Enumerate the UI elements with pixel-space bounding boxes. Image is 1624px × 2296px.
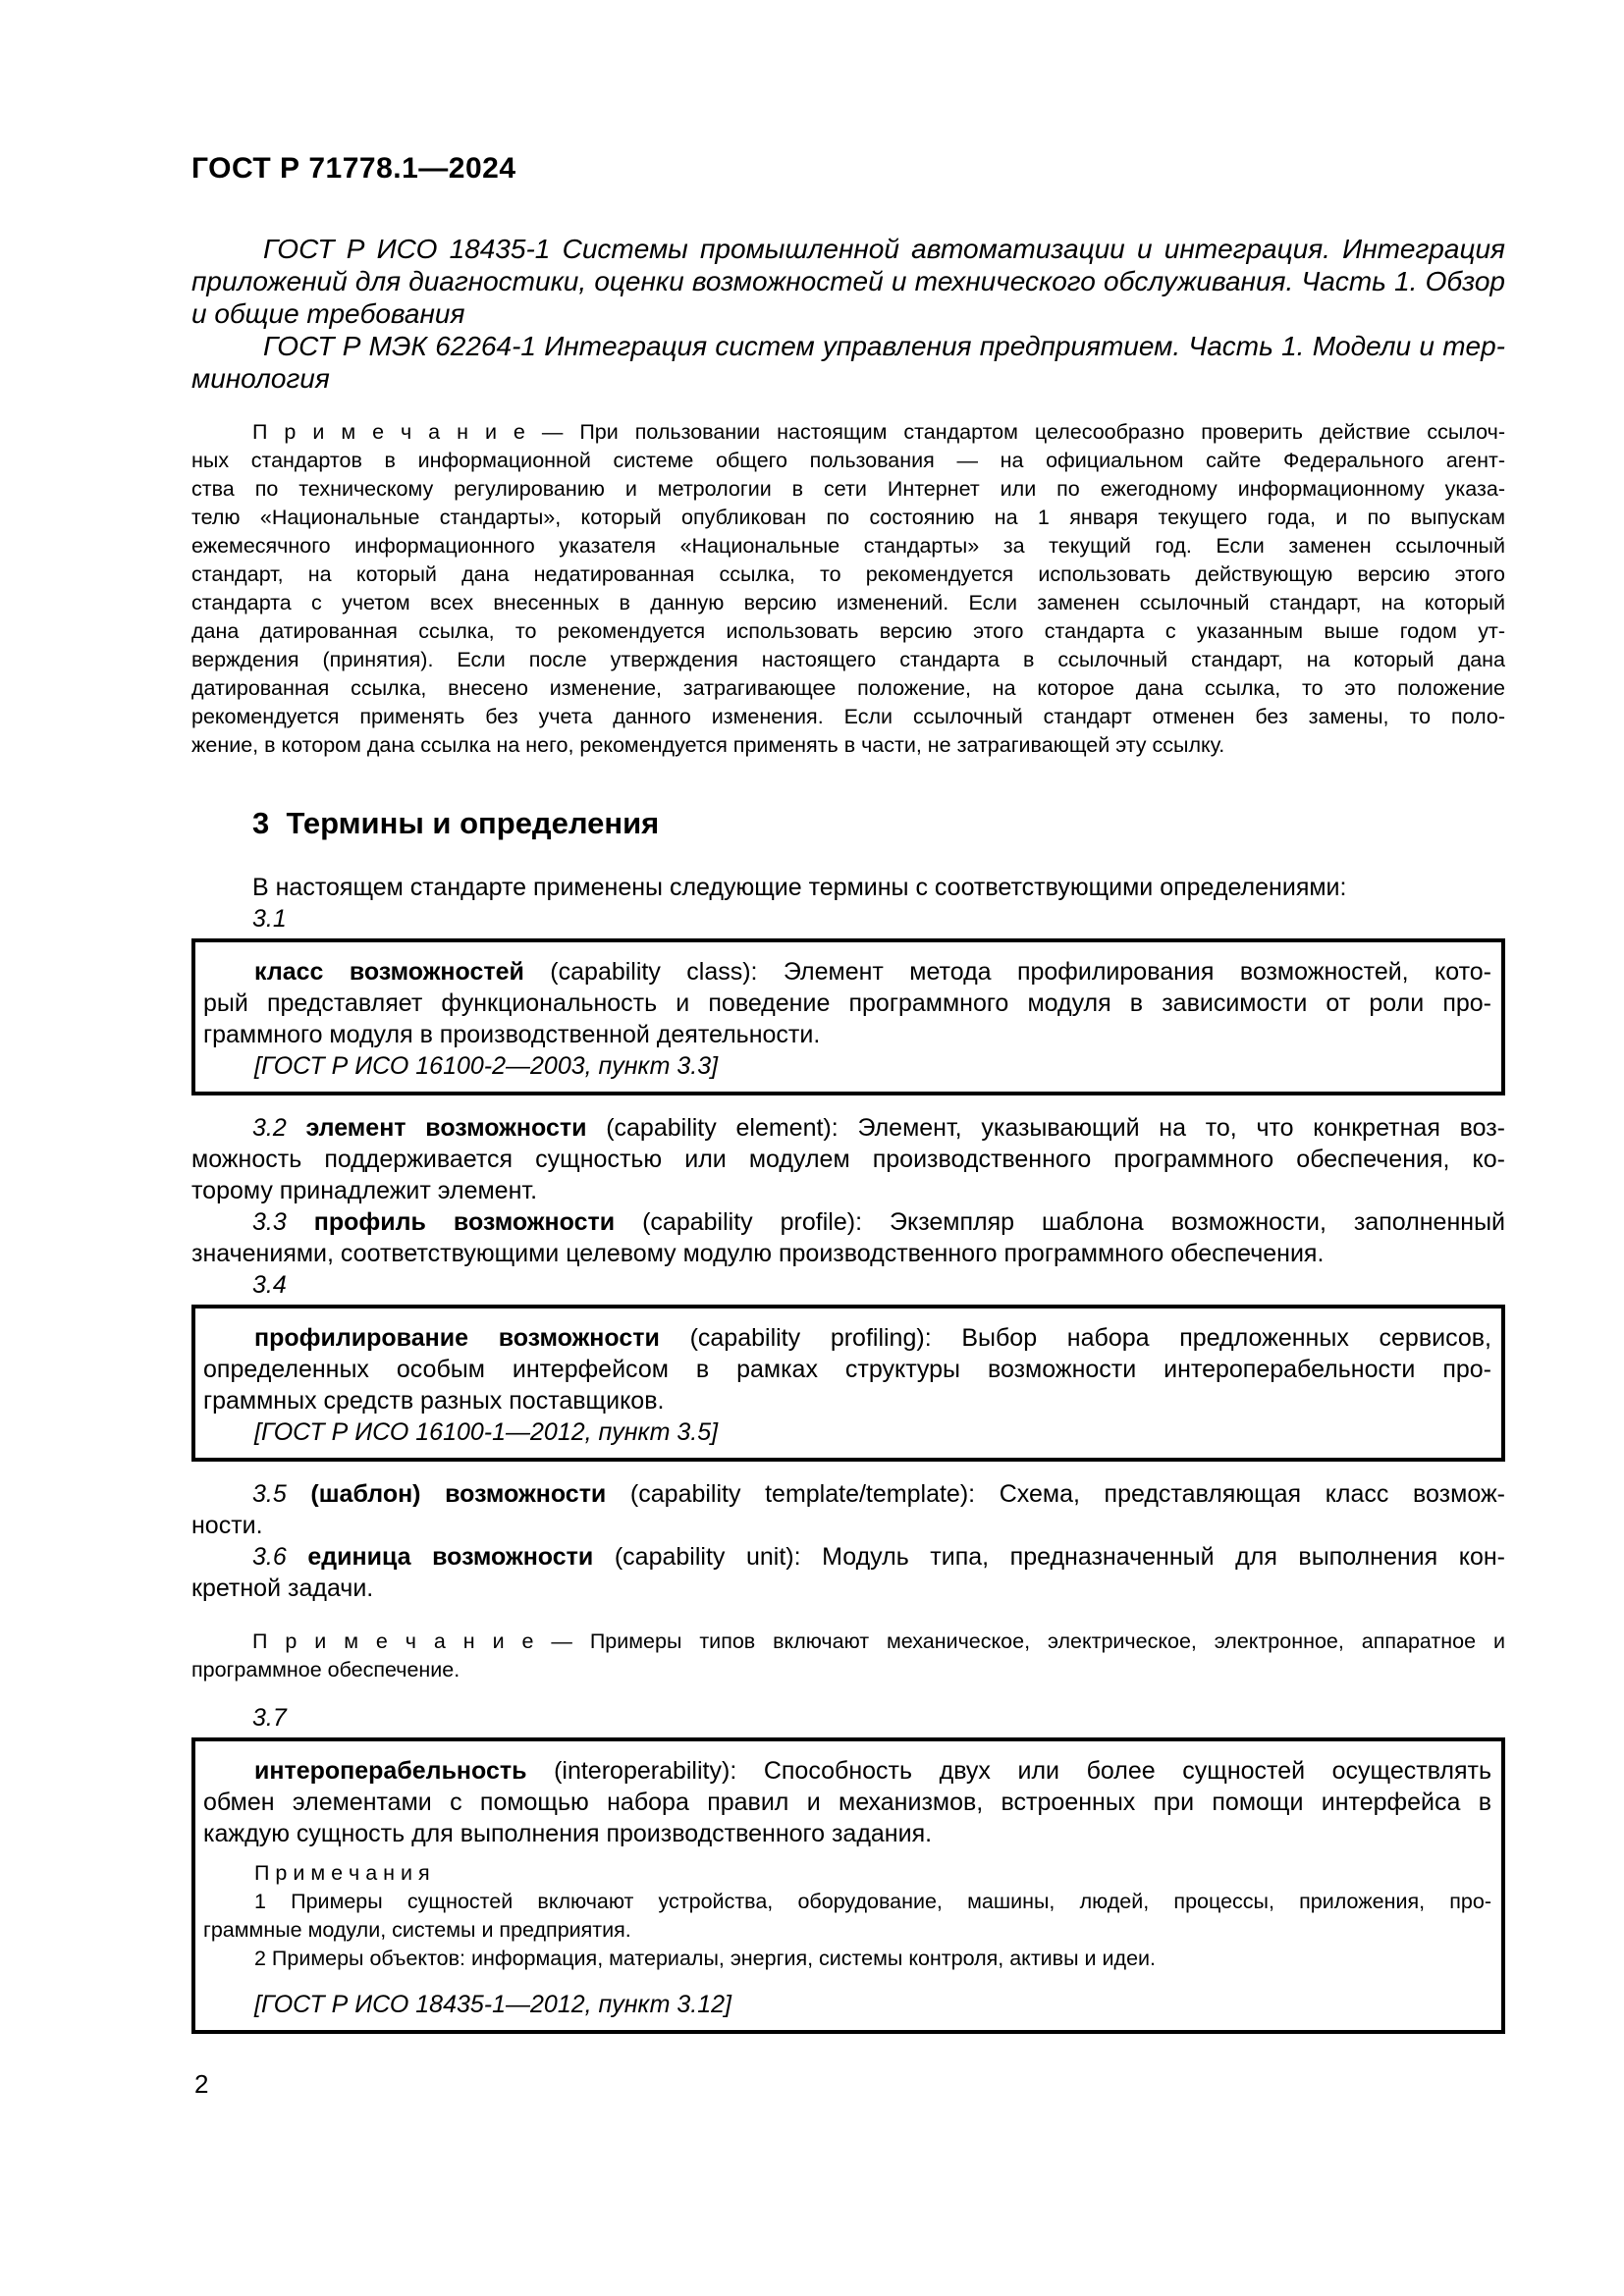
text-line: класс возможностей (capability class): Элемент метода профилирования возможностей, кото- — [254, 958, 1492, 986]
text-line: рый представляет функциональность и поведение программного модуля в зависимости от роли про- — [203, 989, 1491, 1017]
text-line: 1 Примеры сущностей включают устройства, оборудование, машины, людей, процессы, приложения, про- — [254, 1890, 1491, 1913]
term-definition-box-interoperability — [191, 1737, 1505, 2034]
reference-paragraph-iec-62264 — [191, 330, 1505, 395]
text-line: 2 Примеры объектов: информация, материалы, энергия, системы контроля, активы и идеи. — [254, 1947, 1157, 1970]
terms-intro-paragraph — [191, 872, 1505, 903]
text-line: П р и м е ч а н и е — При пользовании настоящим стандартом целесообразно проверить действие ссылоч- — [252, 420, 1505, 444]
text-line: интероперабельность (interoperability): Способность двух или более сущностей осуществлять — [254, 1757, 1491, 1785]
note-unit-types — [191, 1628, 1505, 1684]
term-paragraph-3-6 — [191, 1541, 1505, 1604]
text-line: ности. — [191, 1512, 263, 1539]
term-definition-box-capability-class — [191, 938, 1505, 1095]
text-line: 3.2 элемент возможности (capability element): Элемент, указывающий на то, что конкретная воз- — [252, 1114, 1506, 1142]
text-line: [ГОСТ Р ИСО 16100-2—2003, пункт 3.3] — [254, 1052, 719, 1080]
text-line: приложений для диагностики, оценки возможностей и технического обслуживания. Часть 1. Обзор — [191, 266, 1505, 296]
text-line: ства по техническому регулированию и метрологии в сети Интернет или по ежегодному информационному указа- — [191, 477, 1505, 501]
document-content — [191, 152, 1505, 2051]
text-line: 3.5 (шаблон) возможности (capability template/template): Схема, представляющая класс возмож- — [252, 1480, 1505, 1508]
text-line: обмен элементами с помощью набора правил и механизмов, встроенных при помощи интерфейса в — [203, 1789, 1491, 1816]
text-line: каждую сущность для выполнения производственного задания. — [203, 1820, 933, 1847]
text-line: 3.3 профиль возможности (capability profile): Экземпляр шаблона возможности, заполненный — [252, 1208, 1505, 1236]
text-line: ежемесячного информационного указателя «Национальные стандарты» за текущий год. Если заменен ссылочный — [191, 534, 1505, 558]
text-line: П р и м е ч а н и я — [254, 1861, 430, 1885]
page-number: 2 — [194, 2069, 209, 2099]
text-line: торому принадлежит элемент. — [191, 1177, 538, 1204]
text-line: ГОСТ Р МЭК 62264-1 Интеграция систем управления предприятием. Часть 1. Модели и тер- — [263, 331, 1505, 361]
text-line: программное обеспечение. — [191, 1658, 460, 1682]
document-body — [191, 233, 1505, 2034]
term-paragraph-3-2 — [191, 1112, 1505, 1206]
text-line: ГОСТ Р ИСО 18435-1 Системы промышленной автоматизации и интеграция. Интеграция — [263, 234, 1505, 264]
text-line: телю «Национальные стандарты», который опубликован по состоянию на 1 января текущего года, и по выпускам — [191, 506, 1505, 529]
text-line: стандарт, на который дана недатированная ссылка, то рекомендуется использовать действующую версию этого — [191, 562, 1505, 586]
text-line: и общие требования — [191, 298, 465, 329]
text-line: минология — [191, 363, 330, 394]
text-line: граммных средств разных поставщиков. — [203, 1387, 665, 1415]
text-line: определенных особым интерфейсом в рамках структуры возможности интероперабельности про- — [203, 1356, 1491, 1383]
text-line: кретной задачи. — [191, 1575, 374, 1602]
text-line: профилирование возможности (capability profiling): Выбор набора предложенных сервисов, — [254, 1324, 1491, 1352]
text-line: рекомендуется применять без учета данного изменения. Если ссылочный стандарт отменен без замены, то поло- — [191, 705, 1505, 728]
text-line: верждения (принятия). Если после утверждения настоящего стандарта в ссылочный стандарт, на который дана — [191, 648, 1505, 671]
text-line: дана датированная ссылка, то рекомендуется использовать версию этого стандарта с указанным выше годом ут- — [191, 619, 1505, 643]
text-line: можность поддерживается сущностью или модулем производственного программного обеспечения, ко- — [191, 1146, 1505, 1173]
text-line: ных стандартов в информационной системе общего пользования — на официальном сайте Федерального агент- — [191, 449, 1505, 472]
text-line: граммные модули, системы и предприятия. — [203, 1918, 631, 1942]
note-referenced-standards — [191, 418, 1505, 760]
term-paragraph-3-3 — [191, 1206, 1505, 1269]
text-line: П р и м е ч а н и е — Примеры типов включают механическое, электрическое, электронное, аппаратное и — [252, 1629, 1505, 1653]
reference-paragraph-iso-18435 — [191, 233, 1505, 330]
text-line: датированная ссылка, внесено изменение, затрагивающее положение, на которое дана ссылка, то это положение — [191, 676, 1505, 700]
term-definition-box-capability-profiling — [191, 1305, 1505, 1462]
term-number-3-7: 3.7 — [252, 1704, 287, 1732]
term-number-3-4: 3.4 — [252, 1271, 287, 1299]
text-line: 3.6 единица возможности (capability unit): Модуль типа, предназначенный для выполнения кон- — [252, 1543, 1505, 1571]
text-line: [ГОСТ Р ИСО 16100-1—2012, пункт 3.5] — [254, 1418, 719, 1446]
text-line: стандарта с учетом всех внесенных в данную версию изменений. Если заменен ссылочный стандарт, на который — [191, 591, 1505, 614]
document-code-header: ГОСТ Р 71778.1—2024 — [191, 152, 516, 185]
term-number-3-1: 3.1 — [252, 905, 287, 933]
text-line: жение, в котором дана ссылка на него, рекомендуется применять в части, не затрагивающей эту ссылку. — [191, 733, 1225, 757]
term-paragraph-3-5 — [191, 1478, 1505, 1541]
text-line: граммного модуля в производственной деятельности. — [203, 1021, 821, 1048]
section-heading-terms: 3 Термины и определения — [252, 806, 660, 840]
text-line: значениями, соответствующими целевому модулю производственного программного обеспечения. — [191, 1240, 1325, 1267]
text-line: [ГОСТ Р ИСО 18435-1—2012, пункт 3.12] — [254, 1991, 731, 2018]
text-line: В настоящем стандарте применены следующие термины с соответствующими определениями: — [252, 874, 1347, 901]
